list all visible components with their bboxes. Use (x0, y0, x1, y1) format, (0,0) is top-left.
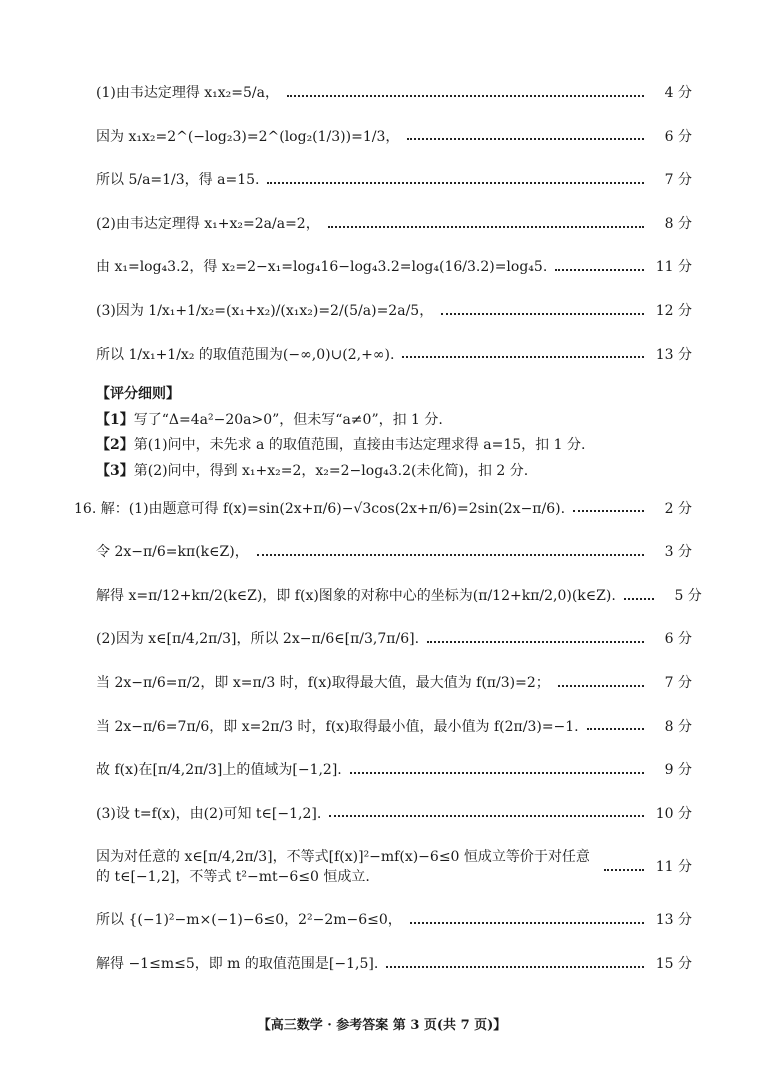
q16-text-7: 故 f(x)在[π/4,2π/3]上的值域为[−1,2]. (96, 762, 342, 779)
q16-score-6: 8 分 (664, 718, 692, 735)
dot-leader (555, 269, 644, 271)
q16-text-10: 所以 {(−1)²−m×(−1)−6≤0，2²−2m−6≤0， (96, 912, 402, 929)
q16-line-5 (96, 674, 692, 694)
rule-tag-1: 【1】 (96, 411, 134, 428)
q16-line-11 (96, 955, 692, 975)
dot-leader (604, 869, 644, 871)
dot-leader (350, 772, 644, 774)
q16-line-1 (74, 500, 692, 520)
q16-text-9: 因为对任意的 x∈[π/4,2π/3]，不等式[f(x)]²−mf(x)−6≤0 恒成立等价于对任意的 t∈[−1,2]，不等式 t²−mt−6≤0 恒成立. (96, 849, 590, 885)
q16-text-5: 当 2x−π/6=π/2，即 x=π/3 时，f(x)取得最大值，最大值为 f(π/3)=2； (96, 674, 550, 691)
answer-text-6: (3)因为 1/x₁+1/x₂=(x₁+x₂)/(x₁x₂)=2/(5/a)=2a/5， (96, 302, 434, 319)
answer-text-5: 由 x₁=log₄3.2，得 x₂=2−x₁=log₄16−log₄3.2=log₄(16/3.2)=log₄5. (96, 259, 548, 276)
page-content (74, 84, 702, 999)
q16-score-1: 2 分 (664, 500, 692, 517)
score-4: 8 分 (664, 215, 692, 232)
score-5: 11 分 (655, 259, 692, 276)
q16-line-4 (96, 630, 692, 650)
dot-leader (329, 815, 644, 817)
q16-text-6: 当 2x−π/6=7π/6，即 x=2π/3 时，f(x)取得最小值，最小值为 f(2π/3)=−1. (96, 718, 579, 735)
q16-line-9 (96, 848, 692, 887)
dot-leader (441, 313, 644, 315)
answer-line-2 (96, 128, 692, 148)
q16-score-10: 13 分 (655, 912, 692, 929)
dot-leader (558, 685, 644, 687)
q16-text-3: 解得 x=π/12+kπ/2(k∈Z)，即 f(x)图象的对称中心的坐标为(π/12+kπ/2,0)(k∈Z). (96, 587, 616, 604)
answer-line-7 (96, 346, 692, 366)
answer-line-1 (96, 84, 692, 104)
dot-leader (328, 226, 644, 228)
q16-score-9: 11 分 (655, 859, 692, 876)
q16-line-7 (96, 761, 692, 781)
score-7: 13 分 (655, 346, 692, 363)
q16-text-2: 令 2x−π/6=kπ(k∈Z)， (96, 544, 249, 561)
answer-line-5 (96, 258, 692, 278)
dot-leader (587, 728, 644, 730)
score-6: 12 分 (655, 302, 692, 319)
dot-leader (257, 554, 644, 556)
page-footer: 【高三数学 · 参考答案 第 3 页(共 7 页)】 (257, 1018, 507, 1033)
scoring-rule-2 (96, 436, 692, 456)
dot-leader (407, 138, 644, 140)
scoring-rules-title: 【评分细则】 (96, 386, 180, 403)
q16-text-8: (3)设 t=f(x)，由(2)可知 t∈[−1,2]. (96, 805, 322, 822)
q16-text-4: (2)因为 x∈[π/4,2π/3]，所以 2x−π/6∈[π/3,7π/6]. (96, 631, 420, 648)
rule-text-1: 写了“Δ=4a²−20a>0”，但未写“a≠0”，扣 1 分. (133, 411, 443, 428)
answer-text-7: 所以 1/x₁+1/x₂ 的取值范围为(−∞,0)∪(2,+∞). (96, 346, 395, 363)
dot-leader (402, 356, 644, 358)
dot-leader (573, 510, 644, 512)
score-3: 7 分 (664, 172, 692, 189)
q16-line-6 (96, 718, 692, 738)
q16-score-11: 15 分 (655, 956, 692, 973)
scoring-rule-3 (96, 462, 692, 482)
q16-score-8: 10 分 (655, 805, 692, 822)
answer-text-1: (1)由韦达定理得 x₁x₂=5/a， (96, 85, 279, 101)
answer-line-4 (96, 215, 692, 235)
answer-text-2: 因为 x₁x₂=2^(−log₂3)=2^(log₂(1/3))=1/3， (96, 128, 400, 145)
rule-text-2: 第(1)问中，未先求 a 的取值范围，直接由韦达定理求得 a=15，扣 1 分. (133, 437, 586, 454)
answer-text-4: (2)由韦达定理得 x₁+x₂=2a/a=2， (96, 215, 320, 232)
q16-score-2: 3 分 (664, 544, 692, 561)
q16-score-3: 5 分 (674, 587, 702, 604)
dot-leader (410, 922, 644, 924)
q16-text-11: 解得 −1≤m≤5，即 m 的取值范围是[−1,5]. (96, 956, 379, 973)
rule-tag-3: 【3】 (96, 462, 134, 479)
dot-leader (287, 95, 644, 97)
dot-leader (386, 966, 644, 968)
q16-text-1: 16. 解：(1)由题意可得 f(x)=sin(2x+π/6)−√3cos(2x+π/6)=2sin(2x−π/6). (74, 500, 566, 517)
rule-text-3: 第(2)问中，得到 x₁+x₂=2，x₂=2−log₄3.2(未化简)，扣 2 分. (133, 462, 529, 479)
score-1: 4 分 (664, 85, 692, 101)
q16-line-3 (96, 587, 702, 607)
answer-line-6 (96, 302, 692, 322)
answer-line-3 (96, 171, 692, 191)
q16-score-7: 9 分 (664, 762, 692, 779)
q16-line-8 (96, 805, 692, 825)
rule-tag-2: 【2】 (96, 437, 134, 454)
q16-score-5: 7 分 (664, 674, 692, 691)
dot-leader (624, 598, 654, 600)
dot-leader (427, 641, 644, 643)
scoring-rule-1 (96, 411, 692, 431)
q16-line-10 (96, 911, 692, 931)
dot-leader (267, 182, 644, 184)
q16-line-2 (96, 543, 692, 563)
score-2: 6 分 (664, 128, 692, 145)
q16-score-4: 6 分 (664, 631, 692, 648)
answer-text-3: 所以 5/a=1/3，得 a=15. (96, 172, 260, 189)
